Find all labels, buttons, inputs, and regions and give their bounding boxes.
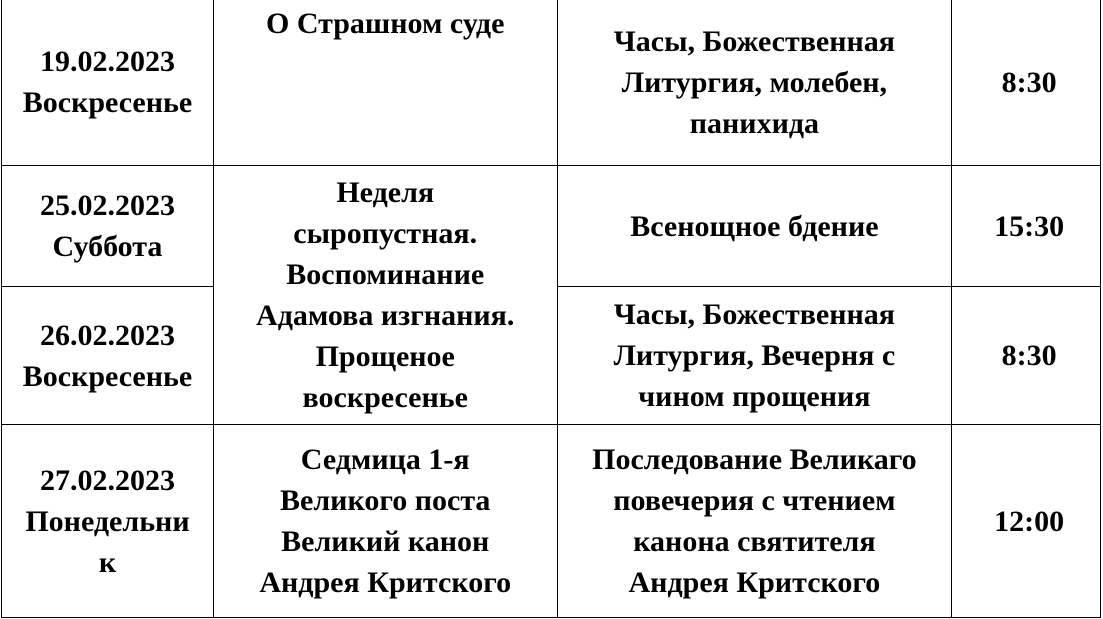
date-cell xyxy=(2,287,214,425)
feast-line: Седмица 1-я xyxy=(300,443,470,476)
feast-cell xyxy=(213,425,557,618)
feast-line: Андрея Критского xyxy=(259,566,512,599)
time-cell xyxy=(952,425,1101,618)
table-row xyxy=(2,166,1101,287)
time-text: 15:30 xyxy=(994,209,1065,243)
service-line: повечерия с чтением xyxy=(613,484,896,517)
date-text: 25.02.2023 xyxy=(39,189,175,222)
date-text: 19.02.2023 xyxy=(39,45,175,78)
service-cell xyxy=(557,287,952,425)
weekday-text: Воскресенье xyxy=(22,359,193,393)
time-cell xyxy=(952,166,1101,287)
weekday-text: Воскресенье xyxy=(22,86,193,119)
weekday-text: Суббота xyxy=(52,230,163,263)
service-line: Всенощное бдение xyxy=(630,209,879,243)
feast-line: О Страшном суде xyxy=(266,7,505,40)
weekday-text: к xyxy=(98,545,117,579)
feast-line: Адамова изгнания. xyxy=(256,299,515,332)
service-line: чином прощения xyxy=(638,380,871,413)
service-line: канона святителя xyxy=(633,525,876,558)
table-row xyxy=(2,0,1101,166)
time-text: 8:30 xyxy=(1001,65,1057,99)
feast-line: Великий канон xyxy=(281,525,490,558)
time-cell xyxy=(952,287,1101,425)
feast-line: Прощеное xyxy=(315,340,455,373)
service-line: Последование Великаго xyxy=(592,443,917,476)
schedule-table xyxy=(1,0,1101,618)
service-line: Часы, Божественная xyxy=(613,298,896,331)
feast-line: сыропустная. xyxy=(293,217,478,250)
service-cell xyxy=(557,425,952,618)
service-cell xyxy=(557,166,952,287)
time-text: 8:30 xyxy=(1001,339,1057,372)
date-cell xyxy=(2,425,214,618)
service-line: Андрея Критского xyxy=(628,566,881,599)
feast-line: Великого поста xyxy=(280,484,491,517)
date-text: 26.02.2023 xyxy=(39,318,175,352)
time-cell xyxy=(952,0,1101,166)
feast-cell xyxy=(213,0,557,166)
feast-cell-shared xyxy=(213,166,557,425)
feast-line: Воспоминание xyxy=(286,258,485,291)
service-line: Литургия, Вечерня с xyxy=(613,339,896,372)
table-row xyxy=(2,425,1101,618)
feast-line: воскресенье xyxy=(302,381,468,414)
service-line: Литургия, молебен, xyxy=(621,65,888,99)
feast-line: Неделя xyxy=(336,176,435,209)
service-line: Часы, Божественная xyxy=(613,24,896,58)
weekday-text: Понедельни xyxy=(25,504,190,538)
service-line: панихида xyxy=(689,106,820,140)
date-text: 27.02.2023 xyxy=(39,463,175,497)
date-cell xyxy=(2,166,214,287)
date-cell xyxy=(2,0,214,166)
service-cell xyxy=(557,0,952,166)
time-text: 12:00 xyxy=(994,504,1065,538)
